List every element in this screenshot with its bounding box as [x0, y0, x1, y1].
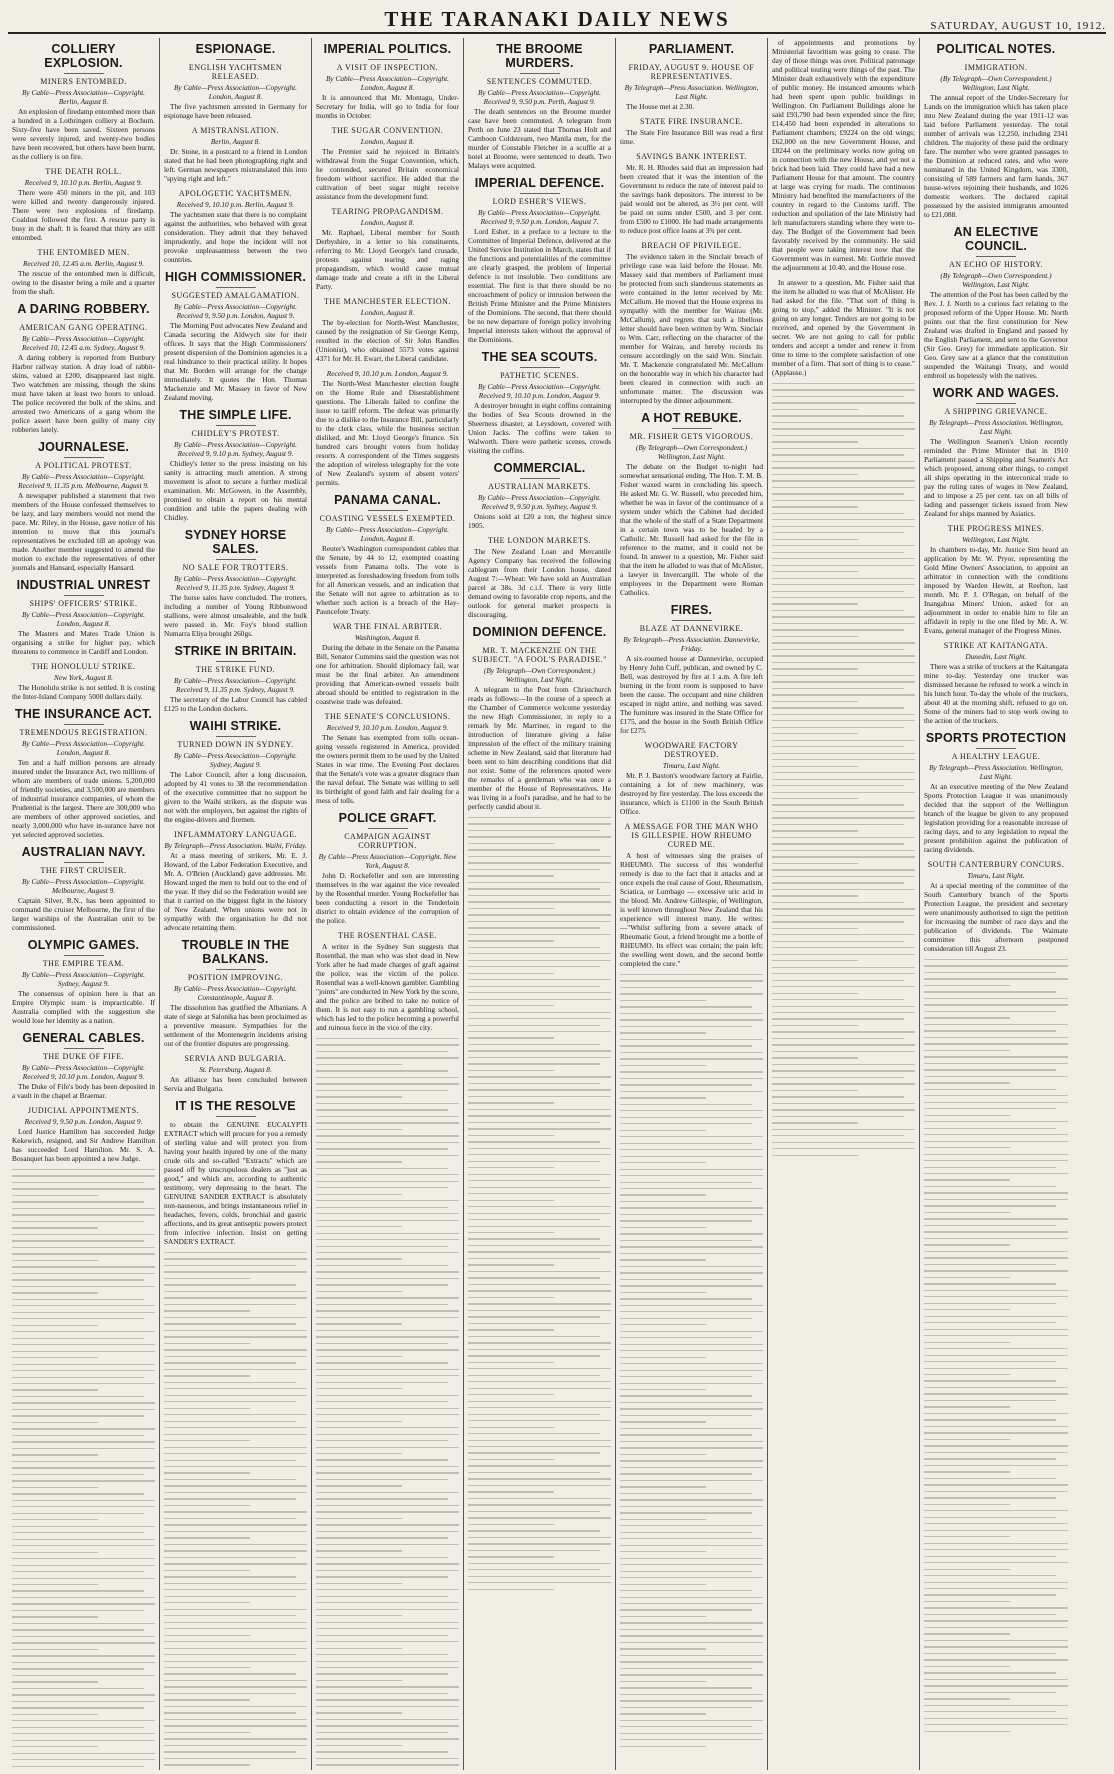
article — [316, 493, 459, 616]
article-body: John D. Rockefeller and son are interesting themselves in the war against the vice revealed by the Rosenthal murder. Young Rockefeller has been conducting a resort in the Tenderloin district to obtain evidence of the corruption of the police. — [316, 871, 459, 925]
article-body: Captain Silver, R.N., has been appointed to command the cruiser Melbourne, the first of the larger warships of the Australian unit to be commissioned. — [12, 896, 155, 932]
column-6 — [768, 38, 920, 1770]
headline-rule — [216, 736, 256, 737]
article-headline: IMPERIAL DEFENCE. — [474, 176, 605, 190]
article-dateline: By Cable—Press Association—Copyright. Received 9, 9.50 p.m. London, August 9. — [173, 302, 298, 320]
headline-rule — [520, 478, 560, 479]
article-dateline: By Cable—Press Association—Copyright. Sydney, August 9. — [173, 751, 298, 769]
article-headline: ESPIONAGE. — [195, 42, 276, 56]
article-dateline: Timaru, Last Night. — [967, 871, 1025, 880]
article-body: The New Zealand Loan and Mercantile Agency Company has received the following cablegram from their London house, dated August 7:—Wheat: We have sold an Australian parcel at 38s. 3d c.i.f. There is very little demand owing to favorable crop reports, and the outlook for general market prospects is discouraging. — [468, 547, 611, 619]
article-subhead: THE ENTOMBED MEN. — [37, 248, 130, 257]
article-dateline: Received 10, 12.45 a.m. Berlin, August 9. — [22, 259, 145, 268]
article-body: The five yachtsmen arrested in Germany for espionage have been released. — [164, 102, 307, 120]
article-body: The North-West Manchester election fought on the Home Rule and Disestablishment questions. The Liberals failed to confine the issue to tariff reform. The defeat was primarily due to a dislike to the Insurance Bill, particularly to the clerk class, while the business section disliked, and Mr. Lloyd George's finance. Six hundred cars brought voters from holiday resorts. A correspondent of the Times suggests the adoption of wireless telegraphy for the vote of New Zealand's system of absent voters' permits. — [316, 379, 459, 487]
article-subhead: SOUTH CANTERBURY CONCURS. — [927, 860, 1065, 869]
article-subhead: A POLITICAL PROTEST. — [35, 461, 132, 470]
article-dateline: By Telegraph—Press Association. Wellington, Last Night. — [929, 418, 1063, 436]
article-dateline: London, August 8. — [360, 137, 415, 146]
article-headline: THE SIMPLE LIFE. — [179, 408, 292, 422]
article-dateline: Received 9, 10.10 p.m. London, August 9. — [326, 723, 449, 732]
article-headline: INDUSTRIAL UNREST — [16, 578, 151, 592]
article — [316, 42, 459, 120]
article-subhead: BLAZE AT DANNEVIRKE. — [639, 624, 744, 633]
article-subhead: CHIDLEY'S PROTEST. — [191, 429, 280, 438]
article-dateline: By Telegraph—Press Association. Wellington, Last Night. — [624, 83, 759, 101]
headline-rule — [368, 828, 408, 829]
article-subhead: PATHETIC SCENES. — [500, 371, 579, 380]
article — [164, 1054, 307, 1093]
article-dateline: Received 9, 9.50 p.m. London, August 9. — [24, 1117, 143, 1126]
article-dateline: By Cable—Press Association—Copyright. Received 10, 12.45 a.m. Sydney, August 9. — [21, 334, 146, 352]
article-subhead: THE FIRST CRUISER. — [40, 866, 127, 875]
article-subhead: COASTING VESSELS EXEMPTED. — [319, 514, 456, 523]
headline-rule — [64, 457, 104, 458]
article-subhead: LORD ESHER'S VIEWS. — [492, 197, 587, 206]
article-body: The annual report of the Under-Secretary for Lands on the immigration which has taken place into New Zealand during the year 1911-12 was laid before Parliament yesterday. The total number of arrivals was 12,250, including 2341 children. The majority of these paid the ordinary fare. The number who were granted passages to the Dominion at reduced rates, and who were nominated in the United Kingdom, was 3300, consisting of 589 farmers and farm hands, 367 house-wives rejoining their husbands, and 1026 domestic workers. The declared capital possessed by the assisted immigrants amounted to £21,088. — [924, 93, 1068, 219]
article-body: A writer in the Sydney Sun suggests that Rosenthal, the man who was shot dead in New York after he had made charges of graft against the police, was the victim of the police. Rosenthal was a well-known gambler. Gambling "joints" are conducted in New York by the score, and the police are bribed to take no notice of them. It is not easy to run a gambling school, which has led to the police becoming a powerful and ruinous force in the vice of the city. — [316, 942, 459, 1032]
article — [468, 176, 611, 344]
article-headline: OLYMPIC GAMES. — [27, 938, 140, 952]
article-body: A destroyer brought in eight coffins containing the bodies of Sea Scouts drowned in the Sheerness disaster, at Leysdown, covered with Union Jacks. The coffins were taken to Walworth. There were pathetic scenes, crowds visiting the coffins. — [468, 401, 611, 455]
headline-rule — [520, 193, 560, 194]
article-subhead: ENGLISH YACHTSMEN RELEASED. — [188, 63, 283, 81]
headline-rule — [64, 319, 104, 320]
article — [924, 524, 1068, 635]
article-body: There were 450 miners in the pit, and 103 were killed and twenty dangerously injured. There were two explosions of firedamp. Coaldust followed the first. A rescue party is busy in the shaft. It is feared that thirty are still entombed. — [12, 188, 155, 242]
article-body: The secretary of the Labor Council has cabled £125 to the London dockers. — [164, 695, 307, 713]
article — [12, 167, 155, 242]
article-dateline: By Cable—Press Association—Copyright. Received 9, 9.50 p.m. Perth, August 9. — [477, 88, 602, 106]
article — [468, 42, 611, 170]
article-headline: THE SEA SCOUTS. — [481, 350, 598, 364]
column-7 — [920, 38, 1072, 1770]
article-dateline: By Cable—Press Association—Copyright. Received 9, 11.35 p.m. Sydney, August 9. — [173, 574, 298, 592]
article-subhead: THE DUKE OF FIFE. — [43, 1052, 124, 1061]
article-subhead: THE LONDON MARKETS. — [487, 536, 592, 545]
article-dateline: By Telegraph—Press Association. Waihi, Friday. — [164, 841, 307, 850]
article-headline: POLICE GRAFT. — [338, 811, 437, 825]
article-subhead: THE MANCHESTER ELECTION. — [324, 297, 451, 306]
article — [12, 707, 155, 839]
article — [12, 845, 155, 932]
article-body: Lord Justice Hamilton has succeeded Judge Kekewich, resigned, and Sir Andrew Hamilton has succeeded Lord Hamilton. Mr. S. A. Bosanquet has been appointed a new Judge. — [12, 1127, 155, 1163]
article-dateline: By Cable—Press Association—Copyright. London, August 8. — [325, 525, 450, 543]
article-subhead: THE DEATH ROLL. — [45, 167, 122, 176]
headline-rule — [64, 1048, 104, 1049]
article-body: Mr. P. J. Baxton's woodware factory at Fairlie, containing a lot of new machinery, was destroyed by fire yesterday. The loss exceeds the insurance, which is £1100 in the South British Office. — [620, 771, 763, 816]
article-subhead: THE PROGRESS MINES. — [947, 524, 1045, 533]
article-headline: A HOT REBUKE. — [641, 411, 742, 425]
article-body: Ten and a half million persons are already insured under the Insurance Act, two millions of whom are members of trade unions. 5,200,000 of friendly societies, and 3,500,000 are members of industrial insurance companies, of whom the Prudential is the largest. There are 300,000 who are members of other approved societies, and nearly 3,000,000 who have in-surance have not yet selected approved societies. — [12, 758, 155, 839]
article-headline: SPORTS PROTECTION — [925, 731, 1067, 745]
article-subhead: CAMPAIGN AGAINST CORRUPTION. — [344, 832, 431, 850]
headline-rule — [520, 367, 560, 368]
article-headline: THE BROOME MURDERS. — [496, 42, 583, 70]
newspaper-title: THE TARANAKI DAILY NEWS — [384, 7, 730, 31]
article — [164, 408, 307, 522]
article — [468, 536, 611, 619]
article-dateline: By Cable—Press Association—Copyright. Received 9, 11.35 p.m. Sydney, August 9. — [173, 676, 298, 694]
article — [772, 278, 915, 377]
article-body: The consensus of opinion here is that an Empire Olympic team is impracticable. If Australia complied with the suggestion she would lose her identity as a nation. — [12, 989, 155, 1025]
article — [12, 578, 155, 656]
column-3 — [312, 38, 464, 1770]
text-fill — [12, 1169, 155, 1770]
headline-rule — [368, 59, 408, 60]
article-body: The yachtsmen state that there is no complaint against the authorities, who behaved with great consideration. They admit that they behaved imprudently, and hope the incident will not provoke unpleasantness between the two countries. — [164, 210, 307, 264]
article-dateline: By Cable—Press Association—Copyright. New York, August 8. — [318, 852, 457, 870]
article — [164, 42, 307, 120]
article — [924, 386, 1068, 518]
article-subhead: A VISIT OF INSPECTION. — [336, 63, 439, 72]
headline-rule — [216, 425, 256, 426]
article-subhead: A MISTRANSLATION. — [191, 126, 280, 135]
article-dateline: By Cable—Press Association—Copyright. London, August 8. — [325, 74, 450, 92]
column-1 — [8, 38, 160, 1770]
article — [164, 719, 307, 824]
article-body: The Labor Council, after a long discussion, adopted by 41 votes to 38 the recommendation of the executive committee that no support be given to the Waihi strikers, as the dispute was not with the employers, but against the rights of the engine-drivers and firemen. — [164, 770, 307, 824]
article-body: A six-roomed house at Dannevirke, occupied by Henry John Cuff, publican, and owned by C. Bell, was destroyed by fire at 1 a.m. A fire left burning in the front room is supposed to have been the cause. The occupant and nine children escaped in night attire, and nothing was saved. The furniture was insured in the State Office for £175, and the house in the South British Office for £275. — [620, 654, 763, 735]
article — [620, 117, 763, 146]
article-body: There was a strike of truckers at the Kaitangata mine to-day. Yesterday one trucker was dismissed because he refused to work a winch in his lunch hour. To-day the whole of the truckers, about 40 at the morning shift, refused to go on. Some of the miners had to stop work owing to the action of the truckers. — [924, 662, 1068, 725]
article-headline: WORK AND WAGES. — [932, 386, 1060, 400]
article-subhead: TEARING PROPAGANDISM. — [331, 207, 444, 216]
article-body: The Senate has exempted from tolls ocean-going vessels registered in America, provided the owners permit them to be used by the United States in war time. The Evening Post declares that the Senate's vote was a greater disgrace than the naval defeat. The Senate was willing to sell its birthright of good faith and fair dealing for a mess of tolls. — [316, 733, 459, 805]
article-dateline: By Cable—Press Association—Copyright. Received 9, 9.10 p.m. Sydney, August 9. — [173, 440, 298, 458]
headline-rule — [64, 862, 104, 863]
text-fill — [468, 817, 611, 1590]
article-headline: IMPERIAL POLITICS. — [323, 42, 452, 56]
article-dateline: St. Petersburg, August 8. — [199, 1065, 272, 1074]
article-subhead: A MESSAGE FOR THE MAN WHO IS GILLESPIE. HOW RHEUMO CURED ME. — [624, 822, 759, 849]
page-columns — [8, 38, 1106, 1770]
headline-rule — [976, 59, 1016, 60]
article — [316, 931, 459, 1032]
headline-rule — [216, 661, 256, 662]
article-dateline: Received 9, 10.10 p.m. Berlin, August 9. — [176, 200, 295, 209]
article-dateline: Wellington, Last Night. — [962, 535, 1030, 544]
article-headline: AN ELECTIVE COUNCIL. — [953, 225, 1039, 253]
article-body: Dr. Stone, in a postcard to a friend in London stated that he had been photographing right and left. German newspapers mistranslated this into "spying right and left." — [164, 147, 307, 183]
headline-rule — [216, 1116, 256, 1117]
article-subhead: MR. T. MACKENZIE ON THE SUBJECT. "A FOOL'S PARADISE." — [472, 646, 607, 664]
article-body: It is announced that Mr. Montagu, Under-Secretary for India, will go to India for four months in October. — [316, 93, 459, 120]
article-subhead: BREACH OF PRIVILEGE. — [641, 241, 742, 250]
article-subhead: THE SENATE'S CONCLUSIONS. — [324, 712, 451, 721]
article-body: The Premier said he rejoiced in Britain's withdrawal from the Sugar Convention, which, he contended, secured Britain economical freedom without sacrifice. He added that the cultivation of beet sugar might receive assistance from the development fund. — [316, 147, 459, 201]
article — [164, 270, 307, 402]
article — [468, 461, 611, 530]
article — [620, 822, 763, 968]
article-dateline: (By Telegraph—Own Correspondent.) Wellington, Last Night. — [940, 74, 1052, 92]
article-subhead: MR. FISHER GETS VIGOROUS. — [629, 432, 754, 441]
article-headline: THE INSURANCE ACT. — [14, 707, 153, 721]
article-headline: COMMERCIAL. — [493, 461, 586, 475]
article-headline: IT IS THE RESOLVE — [175, 1099, 296, 1113]
article-body: A telegram to the Post from Christchurch reads as follows:—In the course of a speech at the Chamber of Commerce welcome yesterday the new High Commissioner, in reply to a remark by Mr. Marriner, in regard to the introduction of literature giving a false impression of the effect of the military training scheme in New Zealand, said that literature had been sent to him describing conditions that did not exist. Some of the references quoted were the remarks of a gentleman who was once a member of the House of Representatives. He was living in a fool's paradise, and he had to be perfectly candid about it. — [468, 685, 611, 811]
headline-rule — [672, 428, 712, 429]
headline-rule — [216, 969, 256, 970]
article-body: At an executive meeting of the New Zealand Sports Protection League it was unanimously decided that the support of the Wellington branch of the league be given to any proposed legislation providing for a reasonable increase of racing days, and to any legislation to repeal the present prohibition against the publication of racing dividends. — [924, 782, 1068, 854]
headline-rule — [976, 403, 1016, 404]
article-subhead: INFLAMMATORY LANGUAGE. — [173, 830, 297, 839]
article-subhead: POSITION IMPROVING. — [187, 973, 284, 982]
article — [316, 207, 459, 291]
article-body: In chambers to-day, Mr. Justice Sim heard an application by Mr. W. Pryor, representing the Gold Mine Owners' Association, to appoint an arbitrator in connection with the conditions imposed by Warden Hewitt, at Reefton, last month. Mr. P. J. O'Regan, on behalf of the Inangahua Miners' Union, asked for an adjournment in order to enable him to file an affidavit in reply to the one filed by Mr. A. W. Evans, general manager of the Progress Mines. — [924, 545, 1068, 635]
article — [164, 528, 307, 638]
article — [12, 302, 155, 434]
headline-rule — [520, 642, 560, 643]
headline-rule — [976, 748, 1016, 749]
article — [468, 625, 611, 811]
article — [316, 712, 459, 805]
headline-rule — [216, 59, 256, 60]
article-body: of appointments and promotions by Ministerial favoritism was going to cease. The day of those things was over. Political patronage and political touting were things of the past. The Minister dealt exhaustively with the expenditure of public money. He instanced amounts which had been spent upon public buildings in Wellington. On Parliament Buildings alone he said £93,790 had been expended since the fire; £14,450 had been expended in alterations to Parliament chambers; £9224 on the old wings; £62,000 on the new Government House, and £8244 on the preliminary works now going on in connection with the new House, and yet not a brick had been laid. They could have had a new Parliament House for that amount. The country at large was crying for roads. The continuous Ministry had benefited the manufacturers of the country in regard to the Customs tariff. The reduction and spoliation of the late Ministry had left manufacturers standing where they were to-day. The Budget of the Government had been favorably received by the community. He said that people were taking interest now that the Government was in earnest. Mr. Guthrie moved the adjournment at 10.40, and the House rose. — [772, 38, 915, 272]
article-dateline: Received 9, 10.10 p.m. London, August 9. — [326, 369, 449, 378]
headline-rule — [64, 595, 104, 596]
article — [924, 641, 1068, 725]
headline-rule — [64, 955, 104, 956]
article — [772, 38, 915, 272]
article-body: A daring robbery is reported from Bunbury Harbor railway station. A dray load of rabbit-skins, valued at £200, disappeared last night. Two watchmen are missing, though the skins must have taken at least two hours to unload. The police recovered the bulk of the skins, and arrested two Americans of a gang whom the police assert have been guilty of many city robberies lately. — [12, 353, 155, 434]
article-dateline: By Cable—Press Association—Copyright. Received 9, 10.10 p.m. London, August 9. — [477, 382, 602, 400]
article-headline: TROUBLE IN THE BALKANS. — [181, 938, 290, 966]
article-body: Onions sold at £20 a ton, the highest since 1905. — [468, 512, 611, 530]
article-subhead: JUDICIAL APPOINTMENTS. — [27, 1106, 140, 1115]
headline-rule — [672, 59, 712, 60]
column-5 — [616, 38, 768, 1770]
article-subhead: AUSTRALIAN MARKETS. — [488, 482, 591, 491]
headline-rule — [64, 724, 104, 725]
issue-date: SATURDAY, AUGUST 10, 1912. — [930, 20, 1106, 32]
text-fill — [164, 1252, 307, 1770]
article-body: The Masters and Mates Trade Union is organising a strike for higher pay, which threatens to commence in Cardiff and London. — [12, 629, 155, 656]
article-body: Reuter's Washington correspondent cables that the Senate, by 44 to 12, exempted coasting vessels from Panama tolls. The vote is interpreted as foreshadowing freedom from tolls for all American vessels, and an indication that the Senate will not agree to arbitration as to whether such action is a breach of the Hay-Pauncefote Treaty. — [316, 544, 459, 616]
article — [12, 440, 155, 572]
headline-rule — [976, 256, 1016, 257]
article-dateline: Timaru, Last Night. — [662, 761, 721, 770]
article-dateline: By Cable—Press Association—Copyright. Melbourne, August 9. — [21, 877, 146, 895]
article-body: The rescue of the entombed men is difficult, owing to the disaster being a mile and a quarter from the shaft. — [12, 269, 155, 296]
article — [468, 350, 611, 455]
article-body: Mr. Raphael, Liberal member for South Derbyshire, in a letter to his constituents, referring to Mr. Lloyd George's land crusade, protests against tearing and raging propagandism, which would cause mutual damage trade and create a rift in the Liberal Party. — [316, 228, 459, 291]
article — [164, 644, 307, 713]
article-dateline: By Cable—Press Association—Copyright. Received 9, 9.50 p.m. Sydney, August 9. — [477, 493, 602, 511]
text-fill — [772, 383, 915, 1156]
article — [12, 938, 155, 1025]
article-headline: DOMINION DEFENCE. — [472, 625, 607, 639]
article-dateline: (By Telegraph—Own Correspondent.) Wellington, Last Night. — [483, 666, 596, 684]
article-body: At a special meeting of the committee of the South Canterbury branch of the Sports Protection League, the president and secretary were unanimously authorised to sign the petition for increasing the number of race days and the publication of dividends. The Waimate committee this afternoon postponed consideration till August 23. — [924, 881, 1068, 953]
headline-rule — [216, 287, 256, 288]
headline-rule — [672, 620, 712, 621]
article-body: The attention of the Post has been called by the Rev. J. J. North to a curious fact relating to the proposed reform of the Upper House. Mr. North points out that the first constitution for New Zealand was drafted in England and passed by the English Parliament, and sent to the Governor (Sir Geo. Grey) for immediate application. Sir Geo. Grey saw at a glance that the constitution suspended the Waitangi Treaty, and would embroil us hopelessly with the natives. — [924, 290, 1068, 380]
article-body: to obtain the GENUINE EUCALYPTI EXTRACT which will procure for you a remedy of sterling value and will protect you from having your health injured by one of the many crude oils and so-called "Extracts" which are passed off by unscrupulous dealers as "just as good," and which are, according to authentic testimony, very depressing to the heart. The GENUINE SANDER EXTRACT is absolutely non-nauseous, and brings instantaneous relief in headaches, fevers, colds, bronchial and gastric affections, and its great antiseptic powers protect from infective infection. Insist on getting SANDER'S EXTRACT. — [164, 1120, 307, 1246]
article-body: A newspaper published a statement that two members of the House confessed themselves to be lazy, and lazy members would not mend the pace. Mr. Riley, in the House, gave notice of his intention to move that this journal's representatives be excluded till an apology was made. Another member suggested to amend the motion to exclude the representatives of other journals and Hansard, especially Hansard. — [12, 491, 155, 572]
article — [316, 622, 459, 706]
article-dateline: By Cable—Press Association—Copyright. Sydney, August 9. — [21, 970, 146, 988]
article-headline: WAIHI STRIKE. — [189, 719, 282, 733]
article-subhead: A HEALTHY LEAGUE. — [951, 752, 1041, 761]
article-subhead: AMERICAN GANG OPERATING. — [19, 323, 148, 332]
article-body: The death sentences on the Broome murder case have been commuted. A telegram from Perth on June 23 stated that Thomas Holt and Camboon Coldstream, two Manila men, for the murder of Constable Fletcher in a scuffle at a hotel at Broome, were sentenced to death. Two Malays were acquitted. — [468, 107, 611, 170]
article — [620, 411, 763, 597]
article-body: Chidley's letter to the press insisting on his sanity is attracting much attention. A strong movement is afoot to secure a further medical examination. Mr. McGowen, in the Assembly, promised to obtain a report on his mental condition and table the papers dealing with Chidley. — [164, 459, 307, 522]
masthead — [8, 6, 1106, 34]
article-headline: COLLIERY EXPLOSION. — [44, 42, 123, 70]
headline-rule — [520, 73, 560, 74]
article-headline: JOURNALESE. — [37, 440, 130, 454]
article-subhead: TREMENDOUS REGISTRATION. — [19, 728, 148, 737]
article-dateline: Dunedin, Last Night. — [965, 652, 1027, 661]
article-body: During the debate in the Senate on the Panama Bill, Senator Cummins said the question was not one for arbitration. Should diplomacy fail, war must be the final arbiter. An amendment providing that American-owned vessels built abroad should be entitled to registration in the coastwise trade was defeated. — [316, 643, 459, 706]
article-body: In answer to a question, Mr. Fisher said that the item he alluded to was that of McAlister. He had asked for the file. "That sort of thing is going to stop," added the Minister. "It is not going on any longer. Tenders are not going to be received, and opened by the Government in secret. We are not going to call for public tenders and accept a tender and renew it from time to time to the complete satisfaction of one member of a firm. That sort of thing is to cease." (Applause.) — [772, 278, 915, 377]
article-body: The dissolution has gratified the Albanians. A state of siege at Salonika has been proclaimed as a preventive measure. Sympathies for the settlement of the Montenegrin incidents arising out of the frontier disputes are progressing. — [164, 1003, 307, 1048]
article — [164, 126, 307, 183]
article-headline: HIGH COMMISSIONER. — [164, 270, 307, 284]
article-body: The debate on the Budget to-night had somewhat sensational ending. The Hon. T. M. B. Fisher waxed warm in concluding his speech. He asked Mr. G. W. Russell, who preceded him, whether he was in favor of the continuance of a system under which the Cabinet had decided that the whole of the staff of a State Department in a certain town was to be headed by a Catholic. Mr. Russell had asked for the file in reference to the matter, and it could not be found. In answer to a question, Mr. Fisher said that the item he alluded to was that of McAlister, a lawyer in Invercargill. The whole of the employees in the Department were Roman Catholics. — [620, 462, 763, 597]
article-body: An alliance has been concluded between Servia and Bulgaria. — [164, 1075, 307, 1093]
article-subhead: SUGGESTED AMALGAMATION. — [171, 291, 300, 300]
article-subhead: FRIDAY, AUGUST 9. HOUSE OF REPRESENTATIVES. — [628, 63, 755, 81]
article-subhead: WOODWARE FACTORY DESTROYED. — [644, 741, 739, 759]
article-subhead: STATE FIRE INSURANCE. — [640, 117, 743, 126]
article — [316, 369, 459, 487]
article-body: The State Fire Insurance Bill was read a first time. — [620, 128, 763, 146]
article-body: The by-election for North-West Manchester, caused by the resignation of Sir George Kemp, resulted in the election of Sir John Randles (Unionist), who obtained 5573 votes against 4371 for Mr. H. Ewart, the Liberal candidate. — [316, 318, 459, 363]
article-dateline: By Cable—Press Association—Copyright. Berlin, August 8. — [21, 88, 146, 106]
article-headline: STRIKE IN BRITAIN. — [174, 644, 297, 658]
article-body: The House met at 2.30. — [626, 102, 695, 111]
article-body: The Honolulu strike is not settled. It is costing the Inter-Island Company 5000 dollars daily. — [12, 683, 155, 701]
article-body: A host of witnesses sing the praises of RHEUMO. The success of this wonderful remedy is due to the fact that it attacks and at once expels the real cause of Gout, Rheumatism, Sciatica, or Lumbago — excessive uric acid in the blood. Mr. Andrew Gillespie, of Wellington, is well known throughout New Zealand that his experience will interest many. He writes:—"Whilst suffering from a severe attack of Rheumatic Gout, a friend brought me a bottle of RHEUMO. Its effect was certain; the pain left; the swelling went down, and the second bottle completed the cure." — [620, 851, 763, 968]
article — [12, 42, 155, 161]
column-4 — [464, 38, 616, 1770]
article-subhead: STRIKE AT KAITANGATA. — [943, 641, 1049, 650]
article-subhead: TURNED DOWN IN SYDNEY. — [177, 740, 294, 749]
article-dateline: By Cable—Press Association—Copyright. Received 9, 10.10 p.m. London, August 9. — [21, 1063, 146, 1081]
article-dateline: By Telegraph—Press Association. Wellington, Last Night. — [929, 763, 1063, 781]
article — [12, 1031, 155, 1100]
article-headline: PARLIAMENT. — [648, 42, 735, 56]
article-body: The Duke of Fife's body has been deposited in a vault in the chapel at Braemar. — [12, 1082, 155, 1100]
article-headline: GENERAL CABLES. — [22, 1031, 145, 1045]
article-subhead: APOLOGETIC YACHTSMEN. — [178, 189, 293, 198]
article-dateline: (By Telegraph—Own Correspondent.) Wellington, Last Night. — [940, 271, 1052, 289]
article-body: Mr. R. H. Rhodes said that an impression had been created that it was the intention of the Government to reduce the rate of interest paid to the savings bank depositors. The interest to be paid would not be altered, as 3½ per cent. will be paid on sums under £500, and 3 per cent. from £500 to £1000. He had made arrangements to reduce post office loans at 3¾ per cent. — [620, 163, 763, 235]
article — [924, 731, 1068, 854]
article-dateline: By Cable—Press Association—Copyright. Received 9, 9.50 p.m. London, August 7. — [477, 208, 602, 226]
article-subhead: SERVIA AND BULGARIA. — [184, 1054, 287, 1063]
article — [316, 811, 459, 925]
article-body: An explosion of firedamp entombed more than a hundred in a Lothringen colliery at Bochum. Sixty-five have been saved. Sixteen persons were severely injured, and twenty-two bodies have been recovered, but others have been burnt, as the colliery is on fire. — [12, 107, 155, 161]
article-subhead: THE ROSENTHAL CASE. — [338, 931, 437, 940]
article — [620, 241, 763, 405]
article-headline: POLITICAL NOTES. — [936, 42, 1056, 56]
article-subhead: IMMIGRATION. — [964, 63, 1028, 72]
article — [164, 1099, 307, 1246]
article-dateline: By Cable—Press Association—Copyright. Constantinople, August 8. — [173, 984, 298, 1002]
article-dateline: By Telegraph—Press Association. Dannevirke, Friday. — [623, 635, 760, 653]
article — [316, 126, 459, 201]
article-subhead: THE STRIKE FUND. — [195, 665, 276, 674]
article — [924, 225, 1068, 380]
article-headline: PANAMA CANAL. — [334, 493, 441, 507]
headline-rule — [216, 559, 256, 560]
article-dateline: Received 9, 10.10 p.m. Berlin, August 9. — [24, 178, 143, 187]
article — [316, 297, 459, 363]
article — [620, 741, 763, 816]
article-body: The Morning Post advocates New Zealand and Canada securing the Aldwych site for their offices. It says that the High Commissioners' present dispersion of the Dominion agencies is a real hindrance to their practical utility. It hopes that Mr. Borden will arrange for the change immediately. It quotes the Hon. Thomas Mackenzie and Mr. Massey in favor of New Zealand moving. — [164, 321, 307, 402]
article — [12, 662, 155, 701]
article-dateline: London, August 8. — [360, 218, 415, 227]
headline-rule — [64, 73, 104, 74]
headline-rule — [368, 510, 408, 511]
article-dateline: (By Telegraph—Own Correspondent.) Wellington, Last Night. — [635, 443, 748, 461]
article-subhead: THE SUGAR CONVENTION. — [331, 126, 444, 135]
article — [164, 189, 307, 264]
article-headline: AUSTRALIAN NAVY. — [21, 845, 146, 859]
article — [620, 42, 763, 111]
article — [924, 42, 1068, 219]
article-subhead: MINERS ENTOMBED. — [40, 77, 127, 86]
article-subhead: NO SALE FOR TROTTERS. — [182, 563, 289, 572]
article-subhead: SENTENCES COMMUTED. — [486, 77, 593, 86]
article-body: At a mass meeting of strikers, Mr. E. J. Howard, of the Labor Federation Executive, and Mr. A. O'Brien (Auckland) gave addresses. Mr. Howard urged the men to hold out to the end of the year. If they did so the Federation would see that it carried on the biggest fight in the history of New Zealand. When unions were not in sympathy with the organisation he did not advocate retaining them. — [164, 851, 307, 932]
article — [164, 938, 307, 1048]
column-2 — [160, 38, 312, 1770]
article-dateline: By Cable—Press Association—Copyright. London, August 8. — [21, 610, 146, 628]
article-body: The Wellington Seamen's Union recently reminded the Prime Minister that in 1910 Parliament passed a Shipping and Seamen's Act which proposed, among other things, to compel all ships operating in the interconical trade to pay the ruling rates of wages in New Zealand, and to impose a 25 per cent. tax on all bills of lading and passenger tickets issued from New Zealand for ships manned by Asiatics. — [924, 437, 1068, 518]
article-headline: A DARING ROBBERY. — [17, 302, 150, 316]
article-dateline: Berlin, August 8. — [210, 137, 261, 146]
article-body: The evidence taken in the Sinclair breach of privilege case was laid before the House. Mr. Massey said that members of Parliament must be protected from such slanderous statements as were contained in the letter received by Mr. McCallum. He moved that the House express its sympathy with the member for Wairau (Mr. McCallum), and regrets that such a libellous letter should have been written by Wm. Sinclair to Wm. Carr, reflecting on the character of the member for Wairau, and hereby records its censure accordingly on the said Wm. Sinclair. Mr. T. Mackenzie congratulated Mr. McCallum on the honorable way in which his character had been cleared in connection with such an unfortunate matter. The discussion was interrupted by the dinner adjournment. — [620, 252, 763, 405]
article-dateline: London, August 8. — [360, 308, 415, 317]
article-subhead: SHIPS' OFFICERS' STRIKE. — [29, 599, 138, 608]
article-subhead: THE HONOLULU STRIKE. — [31, 662, 136, 671]
article-dateline: By Cable—Press Association—Copyright. London, August 8. — [173, 83, 298, 101]
article-body: The horse sales have concluded. The trotters, including a number of Young Ribbonwood stallions, were almost unsaleable, and the bulk were passed in. Mr. Foy's blood stallion Numarra Eliya brought 260gs. — [164, 593, 307, 638]
article-subhead: THE EMPIRE TEAM. — [42, 959, 125, 968]
article — [620, 603, 763, 735]
text-fill — [316, 1038, 459, 1770]
article-dateline: New York, August 8. — [54, 673, 113, 682]
article-dateline: By Cable—Press Association—Copyright. London, August 8. — [21, 739, 146, 757]
text-fill — [620, 974, 763, 1747]
article-subhead: AN ECHO OF HISTORY. — [948, 260, 1044, 269]
article-dateline: By Cable—Press Association—Copyright. Received 9, 11.35 p.m. Melbourne, August 9. — [18, 472, 149, 490]
article — [620, 152, 763, 235]
article-subhead: A SHIPPING GRIEVANCE. — [944, 407, 1048, 416]
article — [12, 1106, 155, 1163]
article-headline: FIRES. — [670, 603, 713, 617]
article — [164, 830, 307, 932]
text-fill — [924, 959, 1068, 1732]
article — [924, 860, 1068, 953]
article-subhead: WAR THE FINAL ARBITER. — [332, 622, 443, 631]
article-headline: SYDNEY HORSE SALES. — [184, 528, 287, 556]
article-dateline: Washington, August 8. — [354, 633, 421, 642]
article-subhead: SAVINGS BANK INTEREST. — [636, 152, 747, 161]
article-body: Lord Esher, in a preface to a lecture to the Committee of Imperial Defence, delivered at the United Service Institution in March, states that if the functions and potentialities of the committee are clearly grasped, the problem of Imperial defence is not insoluble. Two conditions are essential. The first is that there should be no encroachment of policy or intrusion between the British Prime Minister and the Prime Ministers of the Dominions. The second, that there should be no new departure of foreign policy involving Imperial interests taken without the approval of the Dominions. — [468, 227, 611, 344]
article — [12, 248, 155, 296]
